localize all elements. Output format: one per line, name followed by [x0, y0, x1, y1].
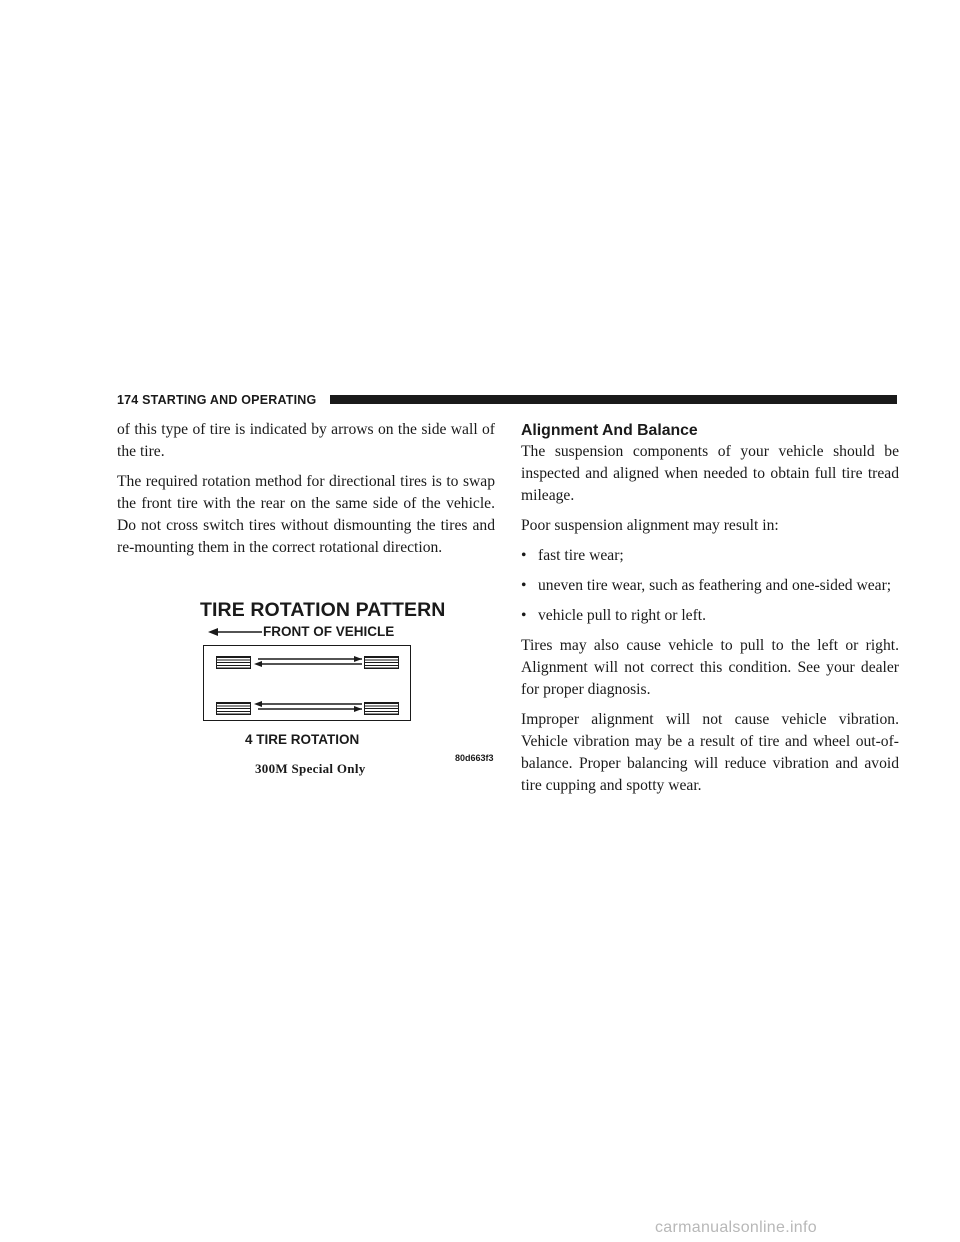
bullet-icon: •: [521, 577, 527, 594]
body-paragraph: The suspension components of your vehicle should be inspected and aligned when needed to obtain full tire tread mileage.: [521, 443, 899, 504]
body-paragraph: of this type of tire is indicated by arrows on the side wall of the tire.: [117, 421, 495, 460]
page-number-section-title: 174 STARTING AND OPERATING: [117, 393, 317, 407]
list-item: • vehicle pull to right or left.: [521, 605, 899, 627]
left-column: [117, 419, 495, 567]
tire-rotation-figure: [200, 598, 500, 763]
list-item: • uneven tire wear, such as feathering and one-sided wear;: [521, 575, 899, 597]
swap-arrows-icon: [204, 646, 412, 722]
figure-code: 80d663f3: [455, 753, 494, 763]
bullet-icon: •: [521, 547, 527, 564]
list-intro: Poor suspension alignment may result in:: [521, 517, 779, 534]
front-arrow-icon: [208, 626, 264, 638]
body-paragraph: Tires may also cause vehicle to pull to the left or right. Alignment will not correct this condition. See your dealer for proper diagnosis.: [521, 637, 899, 698]
bullet-icon: •: [521, 607, 527, 624]
figure-subtitle: 4 TIRE ROTATION: [245, 732, 360, 747]
section-heading: Alignment And Balance: [521, 422, 698, 439]
right-column: [521, 419, 899, 805]
list-item: • fast tire wear;: [521, 545, 899, 567]
body-paragraph: The required rotation method for directional tires is to swap the front tire with the rear on the same side of the vehicle. Do not cross switch tires without dismounting the tires and re-mounting them in the correct rotational direction.: [117, 473, 495, 556]
alignment-effects-list: [521, 545, 899, 627]
figure-title: TIRE ROTATION PATTERN: [200, 599, 446, 621]
page-header: [117, 392, 897, 408]
watermark: carmanualsonline.info: [655, 1219, 817, 1236]
front-of-vehicle-label: FRONT OF VEHICLE: [263, 624, 395, 639]
rotation-diagram: [203, 645, 411, 721]
figure-caption: 300M Special Only: [255, 761, 366, 776]
body-paragraph: Improper alignment will not cause vehicle vibration. Vehicle vibration may be a result of tire and wheel out-of-balance. Proper balancing will reduce vibration and avoid tire cupping and spotty wear.: [521, 711, 899, 794]
header-rule: [330, 395, 897, 404]
